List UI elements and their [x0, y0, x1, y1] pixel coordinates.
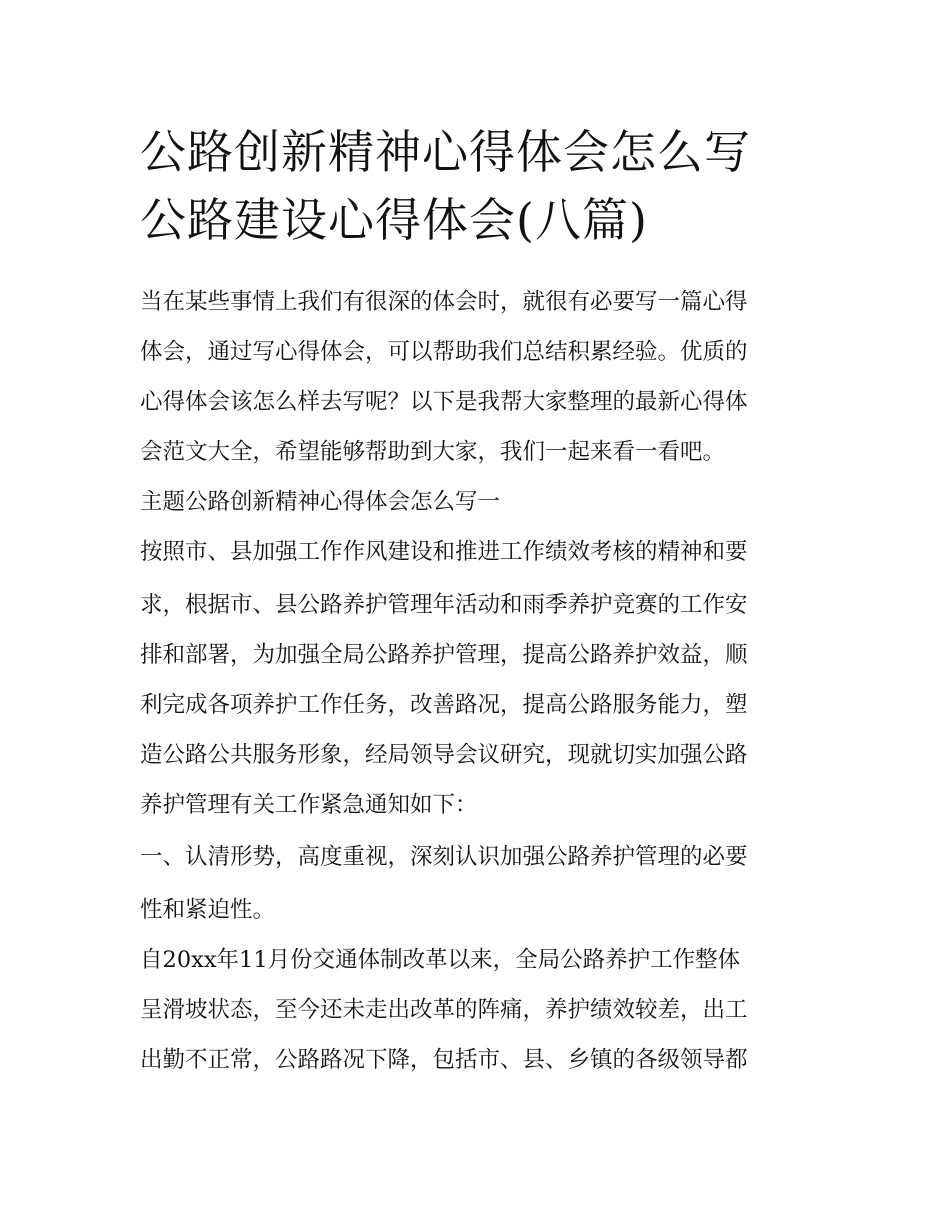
paragraph-line: 求，根据市、县公路养护管理年活动和雨季养护竞赛的工作安 — [140, 592, 748, 618]
paragraph-line: 自20xx年11月份交通体制改革以来，全局公路养护工作整体 — [140, 947, 741, 973]
paragraph-line: 呈滑坡状态，至今还未走出改革的阵痛，养护绩效较差，出工 — [140, 997, 748, 1023]
paragraph-line: 心得体会该怎么样去写呢？以下是我帮大家整理的最新心得体 — [140, 389, 748, 415]
paragraph-line: 排和部署，为加强全局公路养护管理，提高公路养护效益，顺 — [140, 642, 748, 668]
paragraph-line: 会范文大全，希望能够帮助到大家，我们一起来看一看吧。 — [140, 439, 726, 465]
paragraph-line: 按照市、县加强工作作风建设和推进工作绩效考核的精神和要 — [140, 539, 748, 565]
paragraph-line: 一、认清形势，高度重视，深刻认识加强公路养护管理的必要 — [140, 844, 748, 870]
paragraph-line: 利完成各项养护工作任务，改善路况，提高公路服务能力，塑 — [140, 692, 748, 718]
paragraph-line: 当在某些事情上我们有很深的体会时，就很有必要写一篇心得 — [140, 289, 748, 315]
document-title — [140, 118, 840, 254]
paragraph-line: 出勤不正常，公路路况下降，包括市、县、乡镇的各级领导都 — [140, 1047, 748, 1073]
paragraph-line: 养护管理有关工作紧急通知如下： — [140, 792, 478, 818]
title-line: 公路创新精神心得体会怎么写 — [140, 125, 751, 179]
paragraph-line: 体会，通过写心得体会，可以帮助我们总结积累经验。优质的 — [140, 339, 748, 365]
title-line: 公路建设心得体会(八篇) — [140, 193, 648, 247]
section-heading: 主题公路创新精神心得体会怎么写一 — [140, 489, 501, 515]
paragraph-line: 性和紧迫性。 — [140, 897, 276, 923]
paragraph-line: 造公路公共服务形象，经局领导会议研究，现就切实加强公路 — [140, 742, 748, 768]
